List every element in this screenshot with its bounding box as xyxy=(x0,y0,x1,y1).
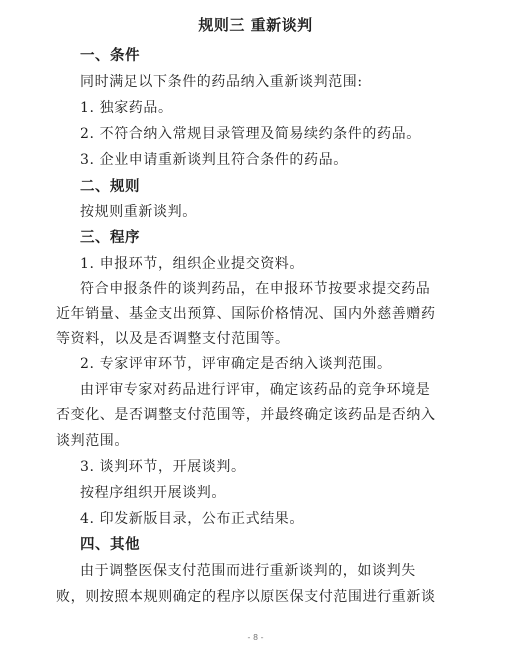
list-item: 3. 谈判环节，开展谈判。 xyxy=(80,459,246,475)
paragraph-line: 否变化、是否调整支付范围等，并最终确定该药品是否纳入 xyxy=(56,407,436,423)
paragraph-line: 由于调整医保支付范围而进行重新谈判的，如谈判失 xyxy=(80,563,416,579)
page-title: 规则三 重新谈判 xyxy=(198,16,313,34)
paragraph-line: 败，则按照本规则确定的程序以原医保支付范围进行重新谈 xyxy=(56,589,436,605)
list-item: 1. 独家药品。 xyxy=(80,100,173,116)
section-heading-rules: 二、规则 xyxy=(80,179,140,195)
section-heading-conditions: 一、条件 xyxy=(80,48,140,64)
paragraph-line: 近年销量、基金支出预算、国际价格情况、国内外慈善赠药 xyxy=(56,306,436,322)
paragraph-line: 符合申报条件的谈判药品，在申报环节按要求提交药品 xyxy=(80,281,431,297)
list-item: 1. 申报环节，组织企业提交资料。 xyxy=(80,256,305,272)
list-item: 2. 专家评审环节，评审确定是否纳入谈判范围。 xyxy=(80,356,392,372)
paragraph-line: 按程序组织开展谈判。 xyxy=(80,485,226,501)
list-item: 2. 不符合纳入常规目录管理及简易续约条件的药品。 xyxy=(80,126,421,142)
paragraph-line: 谈判范围。 xyxy=(56,433,129,449)
list-item: 4. 印发新版目录，公布正式结果。 xyxy=(80,511,305,527)
paragraph-line: 按规则重新谈判。 xyxy=(80,204,197,220)
page-number: - 8 - xyxy=(247,633,264,642)
paragraph-line: 同时满足以下条件的药品纳入重新谈判范围: xyxy=(80,74,363,90)
paragraph-line: 等资料，以及是否调整支付范围等。 xyxy=(56,331,290,347)
paragraph-line: 由评审专家对药品进行评审，确定该药品的竞争环境是 xyxy=(80,382,431,398)
section-heading-other: 四、其他 xyxy=(80,537,140,553)
list-item: 3. 企业申请重新谈判且符合条件的药品。 xyxy=(80,152,348,168)
section-heading-procedure: 三、程序 xyxy=(80,230,140,246)
